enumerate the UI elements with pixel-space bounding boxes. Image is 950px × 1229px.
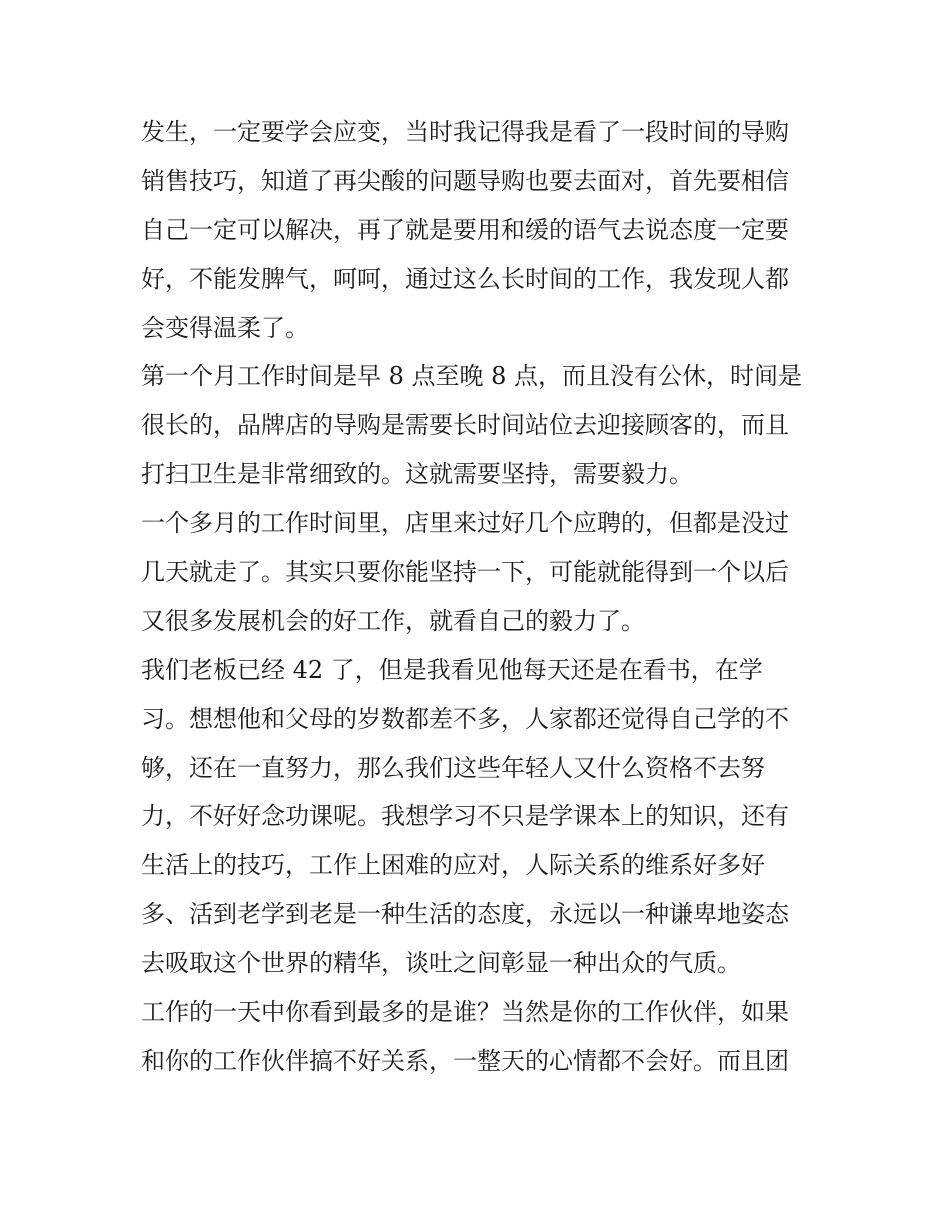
text-line: 几天就走了。其实只要你能坚持一下，可能就能得到一个以后 (141, 558, 789, 587)
text-line: 够，还在一直努力，那么我们这些年轻人又什么资格不去努 (141, 753, 765, 782)
text-line: 好，不能发脾气，呵呵，通过这么长时间的工作，我发现人都 (141, 264, 789, 293)
text-line: 打扫卫生是非常细致的。这就需要坚持，需要毅力。 (141, 460, 693, 489)
text-line: 第一个月工作时间是早 8 点至晚 8 点，而且没有公休，时间是 (141, 362, 803, 391)
text-line: 生活上的技巧，工作上困难的应对，人际关系的维系好多好 (141, 851, 765, 880)
text-line: 发生，一定要学会应变，当时我记得我是看了一段时间的导购 (141, 118, 789, 146)
document-body (141, 108, 821, 1086)
text-line: 很长的，品牌店的导购是需要长时间站位去迎接顾客的，而且 (141, 411, 789, 440)
text-line: 又很多发展机会的好工作，就看自己的毅力了。 (141, 606, 645, 635)
text-line: 力，不好好念功课呢。我想学习不只是学课本上的知识，还有 (141, 802, 789, 831)
text-line: 一个多月的工作时间里，店里来过好几个应聘的，但都是没过 (141, 509, 789, 538)
text-line: 会变得温柔了。 (141, 313, 309, 342)
text-line: 工作的一天中你看到最多的是谁？当然是你的工作伙伴，如果 (141, 998, 789, 1027)
text-line: 自己一定可以解决，再了就是要用和缓的语气去说态度一定要 (141, 215, 789, 244)
text-line: 习。想想他和父母的岁数都差不多，人家都还觉得自己学的不 (141, 704, 789, 733)
text-line: 销售技巧，知道了再尖酸的问题导购也要去面对，首先要相信 (141, 166, 789, 195)
text-line: 去吸取这个世界的精华，谈吐之间彰显一种出众的气质。 (141, 949, 741, 978)
text-line: 我们老板已经 42 了，但是我看见他每天还是在看书，在学 (141, 655, 763, 684)
text-line: 多、活到老学到老是一种生活的态度，永远以一种谦卑地姿态 (141, 900, 789, 929)
text-line: 和你的工作伙伴搞不好关系，一整天的心情都不会好。而且团 (141, 1046, 789, 1075)
